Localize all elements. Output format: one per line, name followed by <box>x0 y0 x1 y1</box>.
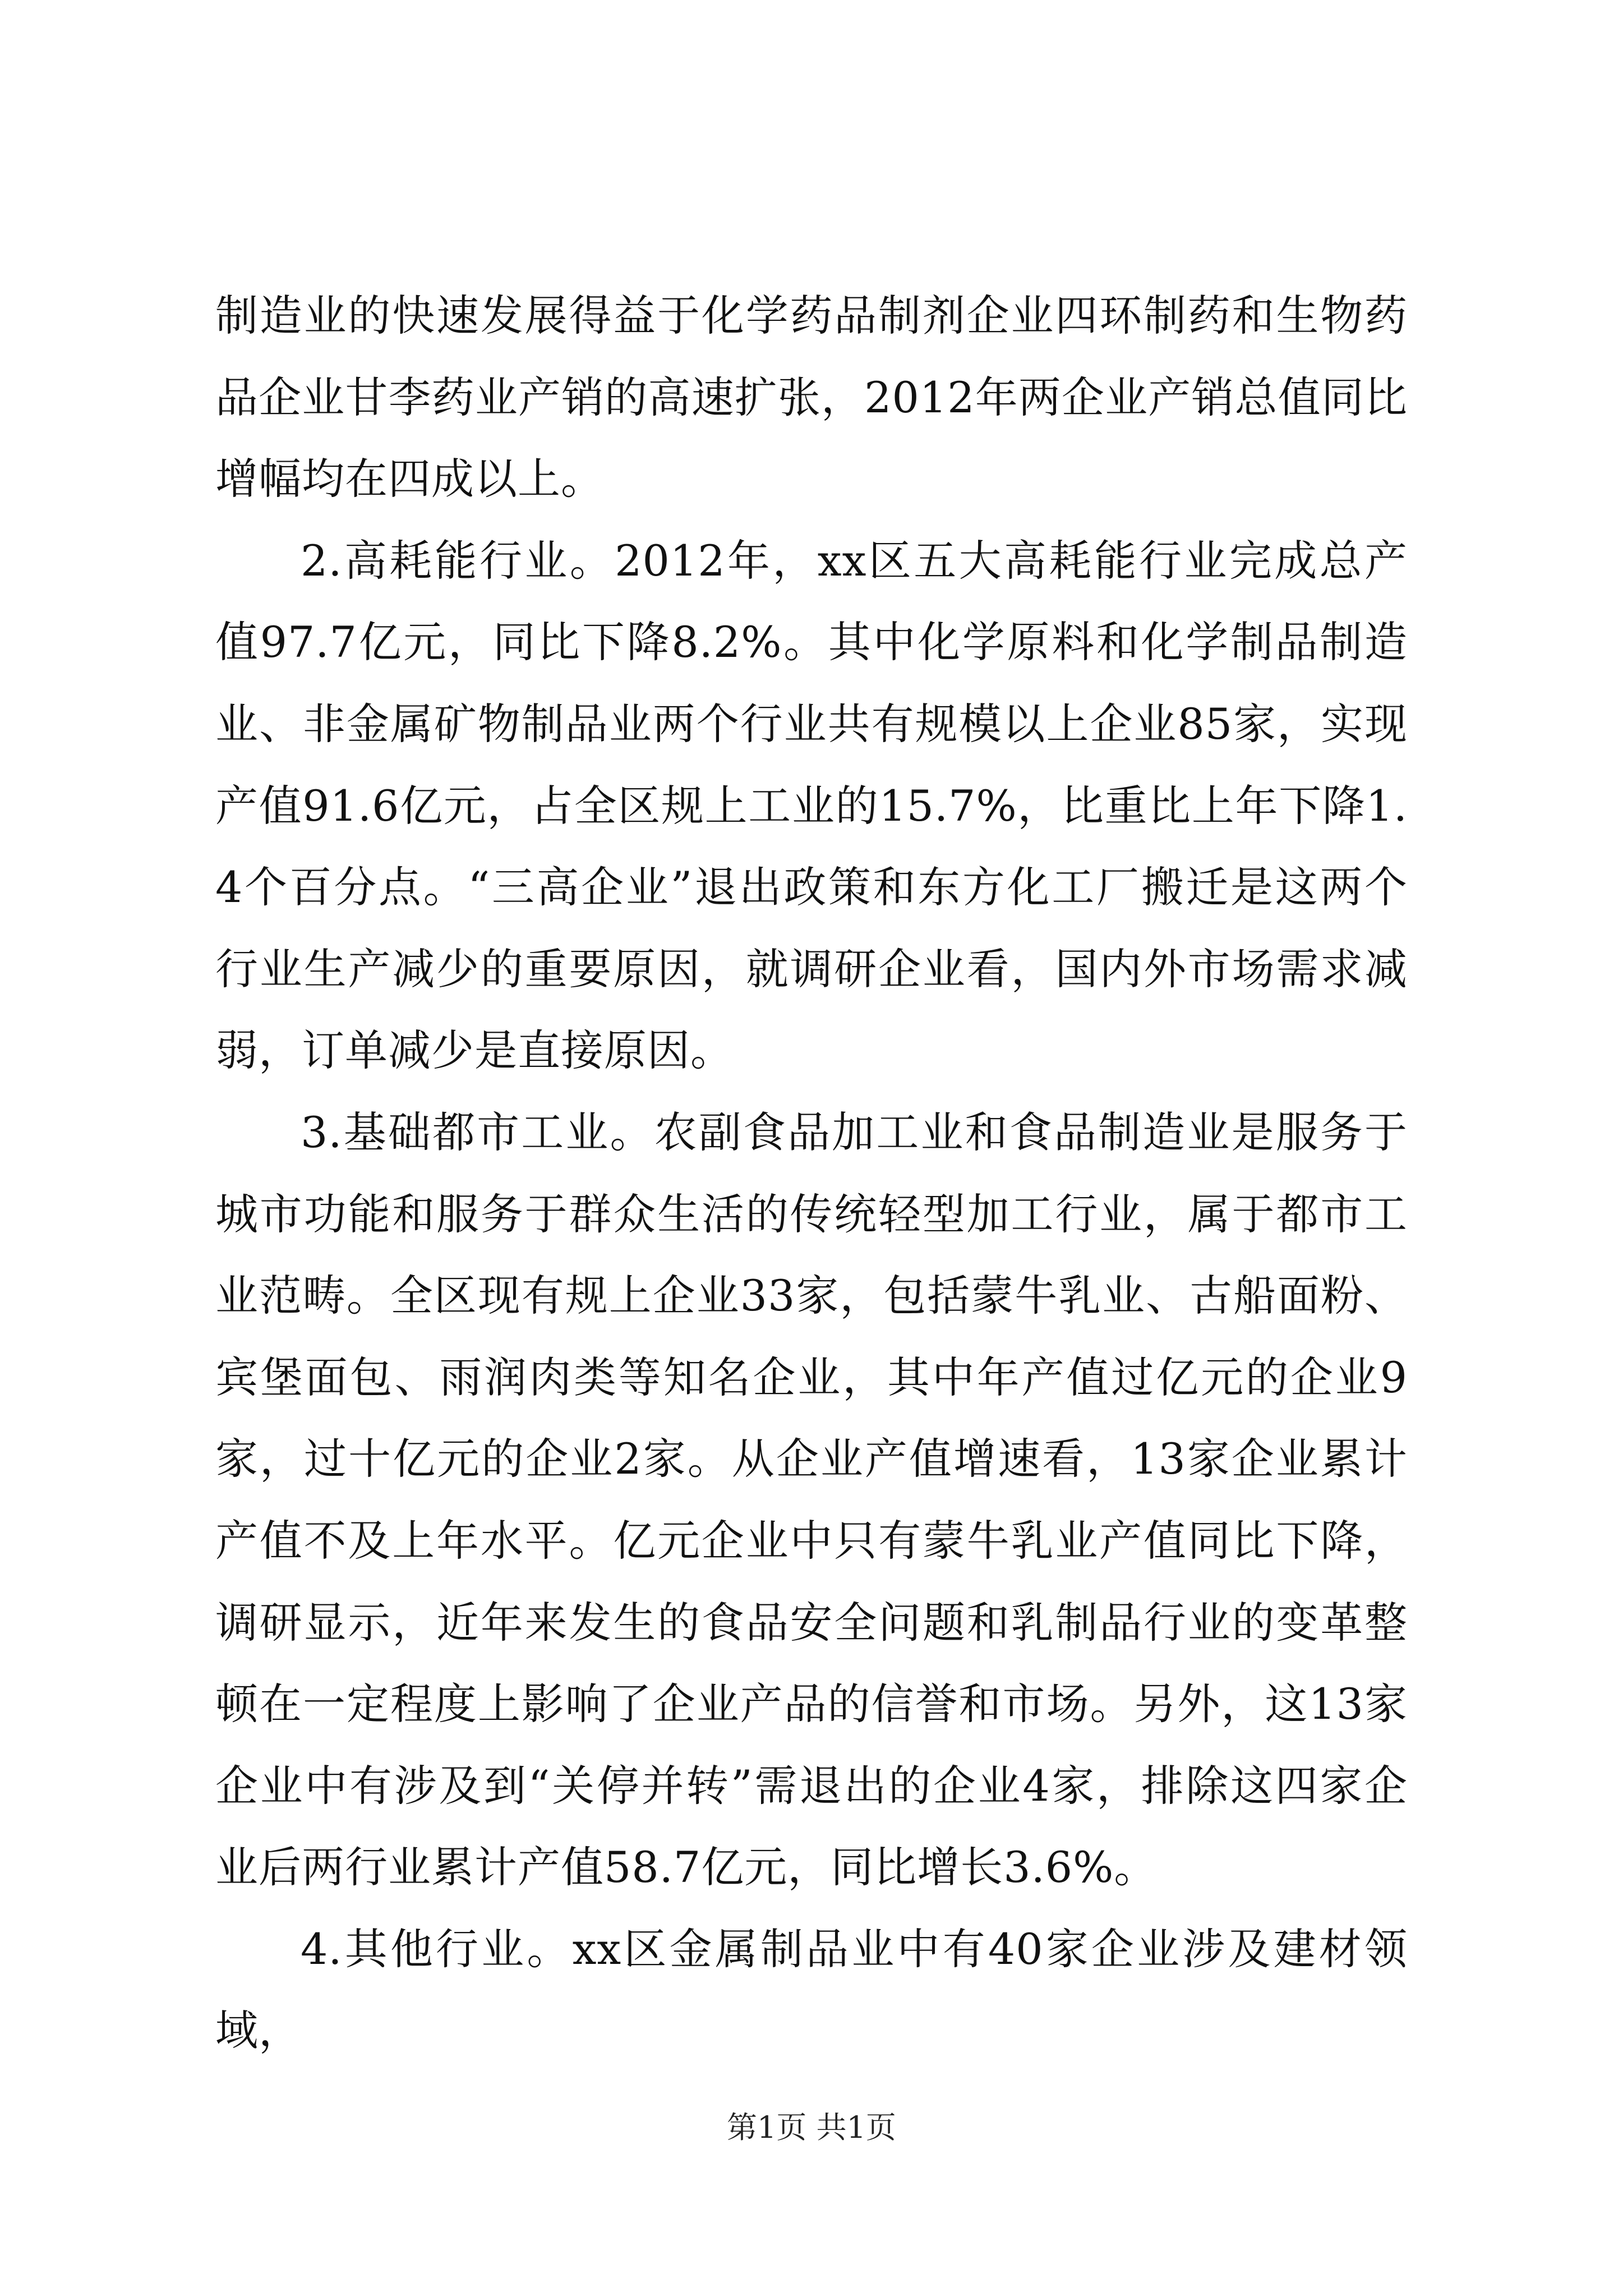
paragraph-continuation: 制造业的快速发展得益于化学药品制剂企业四环制药和生物药品企业甘李药业产销的高速扩张，2012年两企业产销总值同比增幅均在四成以上。 <box>215 291 1408 504</box>
paragraph-other-industry: 4.其他行业。xx区金属制品业中有40家企业涉及建材领域， <box>215 1924 1408 2056</box>
paragraph-high-energy-industry: 2.高耗能行业。2012年，xx区五大高耗能行业完成总产值97.7亿元，同比下降8.2%。其中化学原料和化学制品制造业、非金属矿物制品业两个行业共有规模以上企业85家，实现产值91.6亿元，占全区规上工业的15.7%，比重比上年下降1.4个百分点。“三高企业”退出政策和东方化工厂搬迁是这两个行业生产减少的重要原因，就调研企业看，国内外市场需求减弱，订单减少是直接原因。 <box>215 535 1408 1076</box>
page-footer: 第1页 共1页 <box>727 2110 896 2145</box>
paragraph-urban-industry: 3.基础都市工业。农副食品加工业和食品制造业是服务于城市功能和服务于群众生活的传统轻型加工行业，属于都市工业范畴。全区现有规上企业33家，包括蒙牛乳业、古船面粉、宾堡面包、雨润肉类等知名企业，其中年产值过亿元的企业9家，过十亿元的企业2家。从企业产值增速看，13家企业累计产值不及上年水平。亿元企业中只有蒙牛乳业产值同比下降，调研显示，近年来发生的食品安全问题和乳制品行业的变革整顿在一定程度上影响了企业产品的信誉和市场。另外，这13家企业中有涉及到“关停并转”需退出的企业4家，排除这四家企业后两行业累计产值58.7亿元，同比增长3.6%。 <box>215 1107 1408 1893</box>
body-text <box>215 275 1408 2072</box>
